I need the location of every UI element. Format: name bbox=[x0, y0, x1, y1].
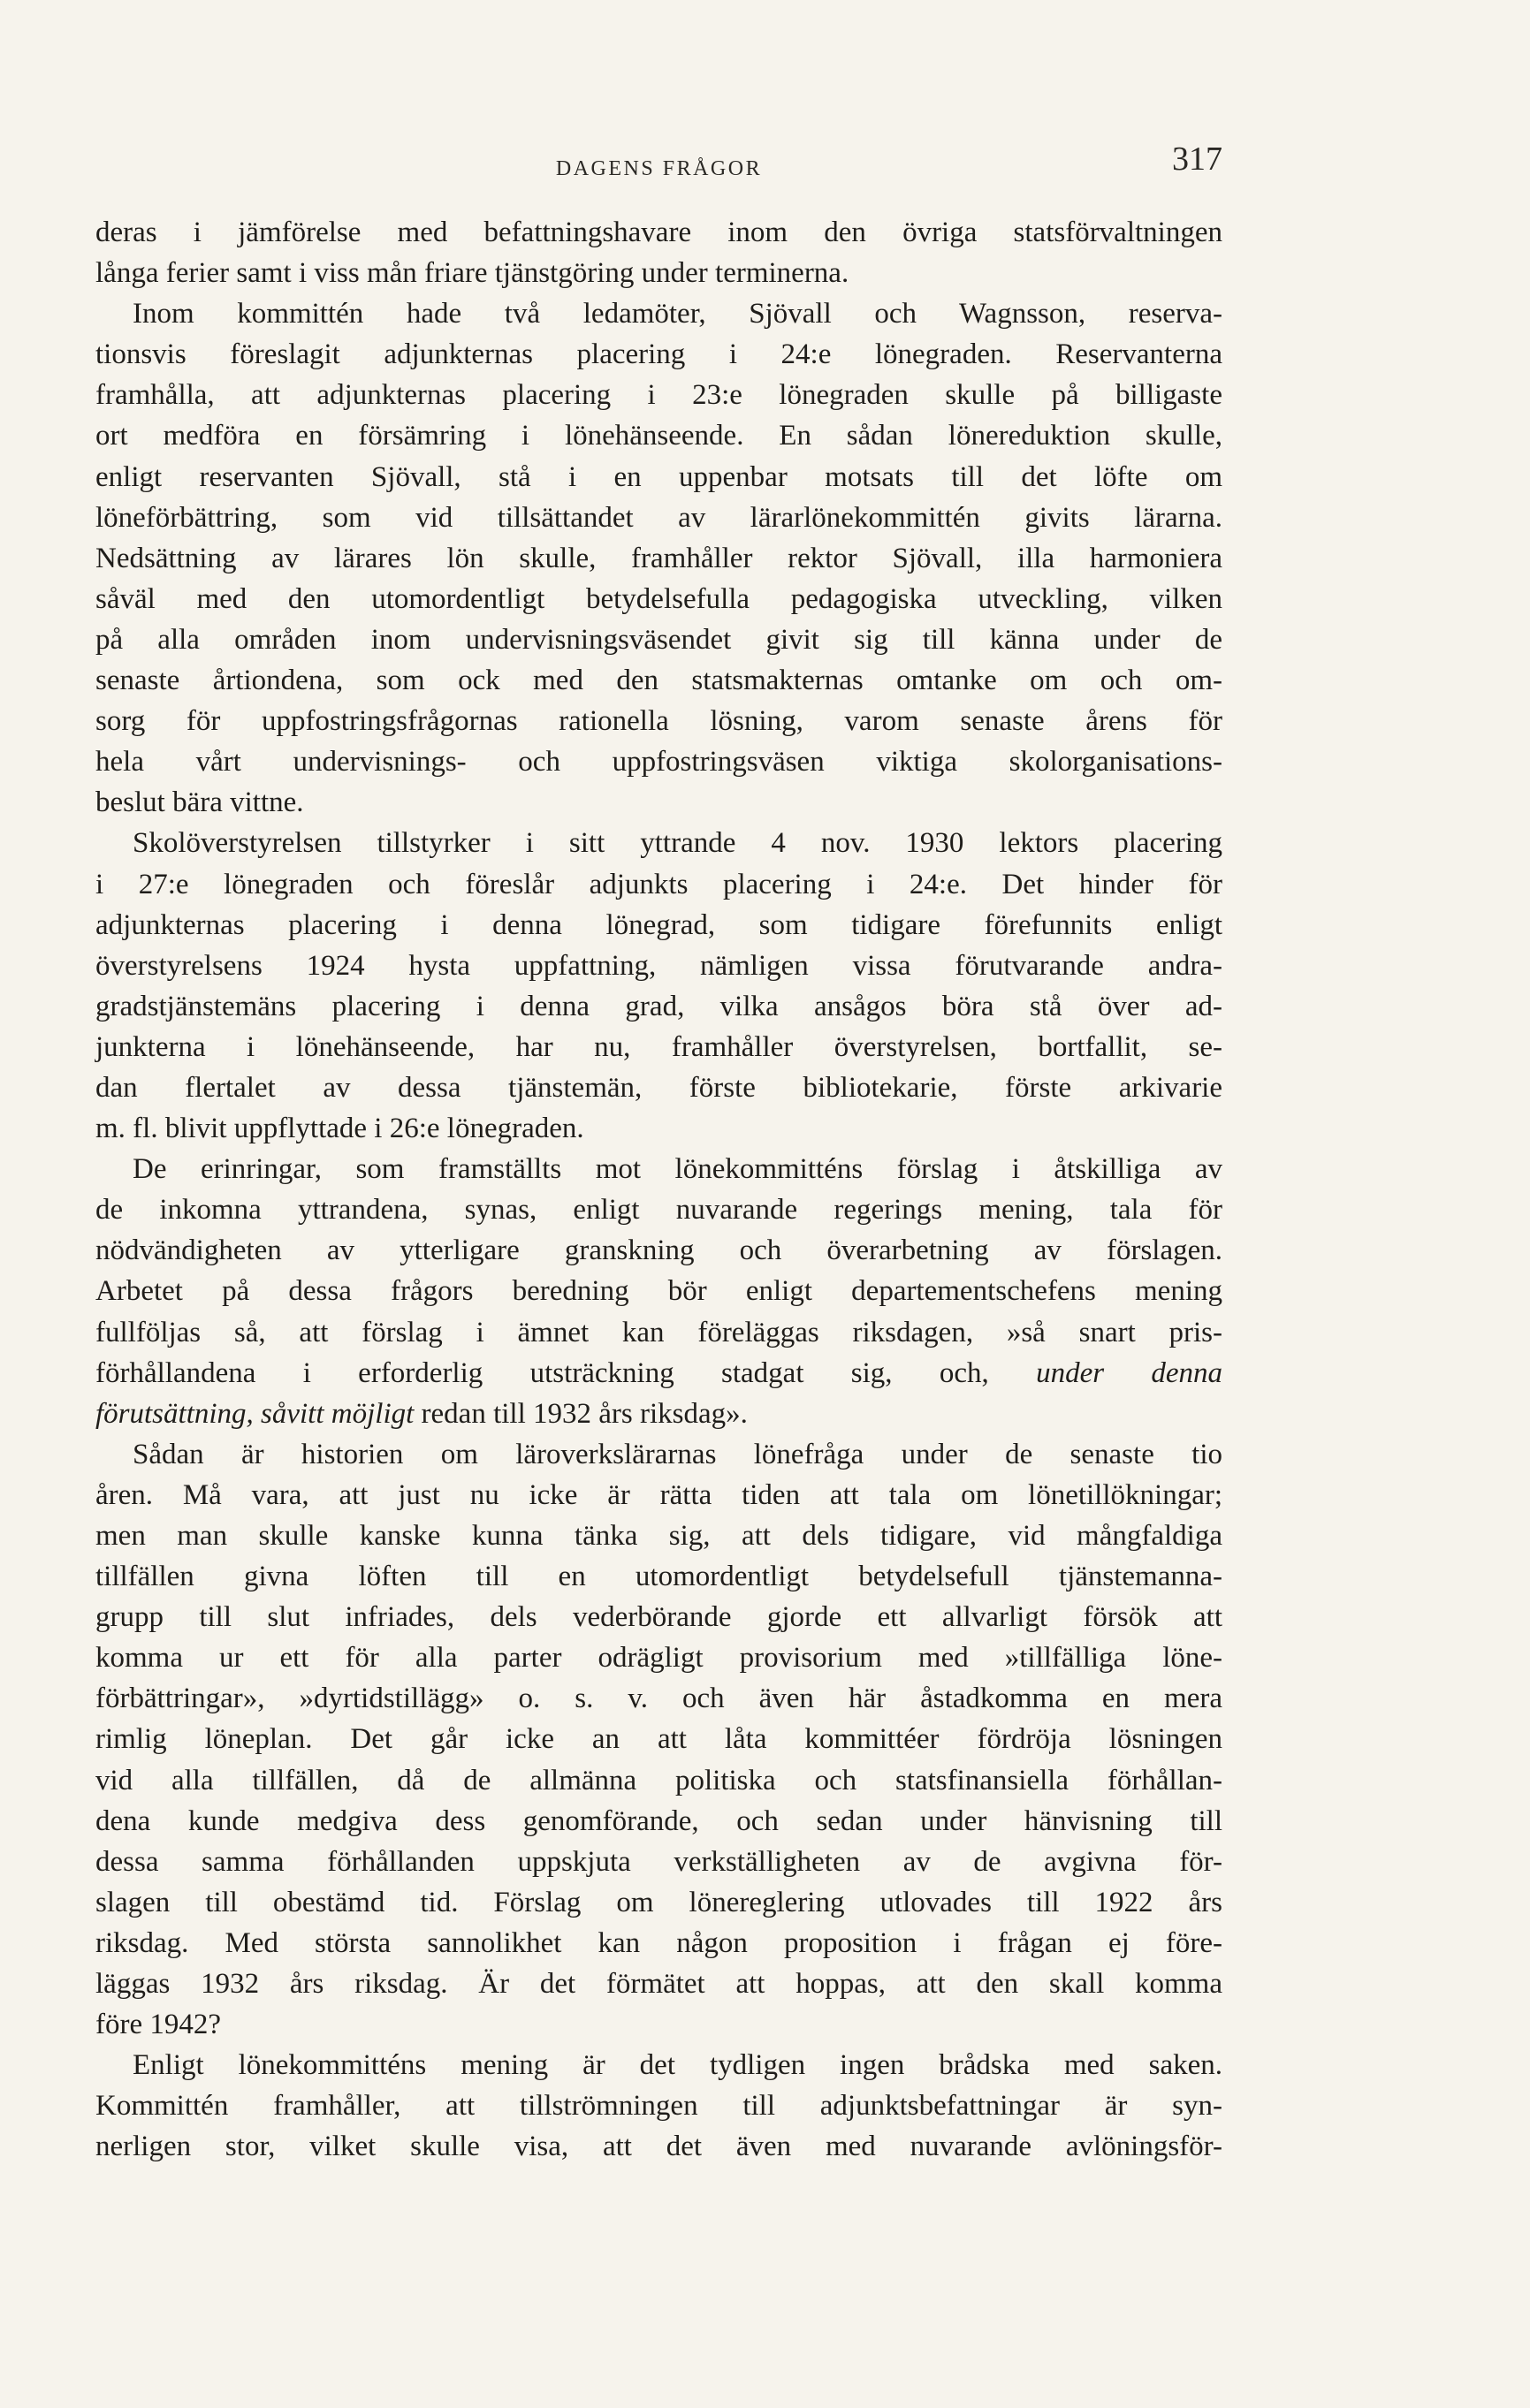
text-line: Arbetet på dessa frågors beredning bör enligt departementschefens mening bbox=[95, 1275, 1222, 1308]
text-line: långa ferier samt i viss mån friare tjänstgöring under terminerna. bbox=[95, 257, 849, 290]
text-line: överstyrelsens 1924 hysta uppfattning, nämligen vissa förutvarande andra- bbox=[95, 949, 1222, 982]
page-header bbox=[95, 140, 1222, 193]
page-number: 317 bbox=[1172, 141, 1222, 178]
text-line: Nedsättning av lärares lön skulle, framhåller rektor Sjövall, illa harmoniera bbox=[95, 542, 1222, 574]
text-line: före 1942? bbox=[95, 2009, 222, 2041]
text-line: nerligen stor, vilket skulle visa, att det även med nuvarande avlöningsför- bbox=[95, 2131, 1222, 2163]
text-line: hela vårt undervisnings- och uppfostringsväsen viktiga skolorganisations- bbox=[95, 746, 1222, 779]
text-line: de inkomna yttrandena, synas, enligt nuvarande regerings mening, tala för bbox=[95, 1194, 1222, 1227]
text-line: åren. Må vara, att just nu icke är rätta tiden att tala om lönetillökningar; bbox=[95, 1478, 1222, 1511]
text-line: Enligt lönekommitténs mening är det tydligen ingen brådska med saken. bbox=[133, 2049, 1222, 2082]
italic-text: förutsättning, såvitt möjligt bbox=[95, 1397, 415, 1430]
text-line: Inom kommittén hade två ledamöter, Sjövall och Wagnsson, reserva- bbox=[133, 298, 1222, 330]
text-line: Kommittén framhåller, att tillströmningen till adjunktsbefattningar är syn- bbox=[95, 2090, 1222, 2123]
text-line: adjunkternas placering i denna lönegrad, som tidigare förefunnits enligt bbox=[95, 908, 1222, 941]
text-line: Skolöverstyrelsen tillstyrker i sitt yttrande 4 nov. 1930 lektors placering bbox=[133, 827, 1222, 860]
text-line bbox=[95, 1394, 1222, 1434]
text-line: m. fl. blivit uppflyttade i 26:e lönegraden. bbox=[95, 1113, 584, 1145]
text-line: grupp till slut infriades, dels vederbörande gjorde ett allvarligt försök att bbox=[95, 1601, 1222, 1634]
running-head: DAGENS FRÅGOR bbox=[555, 157, 763, 180]
text-line: ort medföra en försämring i lönehänseende. En sådan lönereduktion skulle, bbox=[95, 420, 1222, 452]
text-line: vid alla tillfällen, då de allmänna politiska och statsfinansiella förhållan- bbox=[95, 1764, 1222, 1797]
text-line: beslut bära vittne. bbox=[95, 786, 304, 819]
text-line: gradstjänstemäns placering i denna grad, vilka ansågos böra stå över ad- bbox=[95, 990, 1222, 1022]
text-line: förbättringar», »dyrtidstillägg» o. s. v. och även här åstadkomma en mera bbox=[95, 1683, 1222, 1715]
text-line: i 27:e lönegraden och föreslår adjunkts placering i 24:e. Det hinder för bbox=[95, 868, 1222, 900]
text-line: senaste årtiondena, som ock med den statsmakternas omtanke om och om- bbox=[95, 665, 1222, 697]
italic-text: under denna bbox=[1036, 1356, 1223, 1389]
text-line: riksdag. Med största sannolikhet kan någon proposition i frågan ej före- bbox=[95, 1926, 1222, 1959]
text-line: dessa samma förhållanden uppskjuta verkställigheten av de avgivna för- bbox=[95, 1845, 1222, 1878]
text-line: men man skulle kanske kunna tänka sig, att dels tidigare, vid mångfaldiga bbox=[95, 1520, 1222, 1552]
text-line: dena kunde medgiva dess genomförande, och sedan under hänvisning till bbox=[95, 1804, 1222, 1837]
text-line: framhålla, att adjunkternas placering i 23:e lönegraden skulle på billigaste bbox=[95, 379, 1222, 412]
text-line: fullföljas så, att förslag i ämnet kan föreläggas riksdagen, »så snart pris- bbox=[95, 1316, 1222, 1348]
text-line: dan flertalet av dessa tjänstemän, förste bibliotekarie, förste arkivarie bbox=[95, 1071, 1222, 1104]
text-line: deras i jämförelse med befattningshavare inom den övriga statsförvaltningen bbox=[95, 216, 1222, 248]
text-line: tionsvis föreslagit adjunkternas placering i 24:e lönegraden. Reservanterna bbox=[95, 338, 1222, 371]
text-run: redan till 1932 års riksdag». bbox=[421, 1397, 748, 1430]
text-line: sorg för uppfostringsfrågornas rationella lösning, varom senaste årens för bbox=[95, 705, 1222, 738]
text-line: läggas 1932 års riksdag. Är det förmätet att hoppas, att den skall komma bbox=[95, 1968, 1222, 2001]
text-line: De erinringar, som framställts mot lönekommitténs förslag i åtskilliga av bbox=[133, 1153, 1222, 1186]
text-line: slagen till obestämd tid. Förslag om lönereglering utlovades till 1922 års bbox=[95, 1886, 1222, 1918]
text-line: junkterna i lönehänseende, har nu, framhåller överstyrelsen, bortfallit, se- bbox=[95, 1030, 1222, 1063]
text-line: enligt reservanten Sjövall, stå i en uppenbar motsats till det löfte om bbox=[95, 460, 1222, 493]
text-line: Sådan är historien om läroverkslärarnas lönefråga under de senaste tio bbox=[133, 1438, 1222, 1470]
text-line: löneförbättring, som vid tillsättandet av lärarlönekommittén givits lärarna. bbox=[95, 501, 1222, 534]
text-line: rimlig löneplan. Det går icke an att låta kommittéer fördröja lösningen bbox=[95, 1723, 1222, 1756]
text-line: nödvändigheten av ytterligare granskning och överarbetning av förslagen. bbox=[95, 1234, 1222, 1267]
text-line: på alla områden inom undervisningsväsendet givit sig till känna under de bbox=[95, 623, 1222, 656]
text-line: såväl med den utomordentligt betydelsefulla pedagogiska utveckling, vilken bbox=[95, 582, 1222, 615]
body-text bbox=[95, 212, 1222, 2168]
text-run: förhållandena i erforderlig utsträckning stadgat sig, och, bbox=[95, 1356, 989, 1389]
text-line: komma ur ett för alla parter odrägligt provisorium med »tillfälliga löne- bbox=[95, 1642, 1222, 1675]
text-line: tillfällen givna löften till en utomordentligt betydelsefull tjänstemanna- bbox=[95, 1561, 1222, 1593]
text-line bbox=[95, 1353, 1222, 1394]
